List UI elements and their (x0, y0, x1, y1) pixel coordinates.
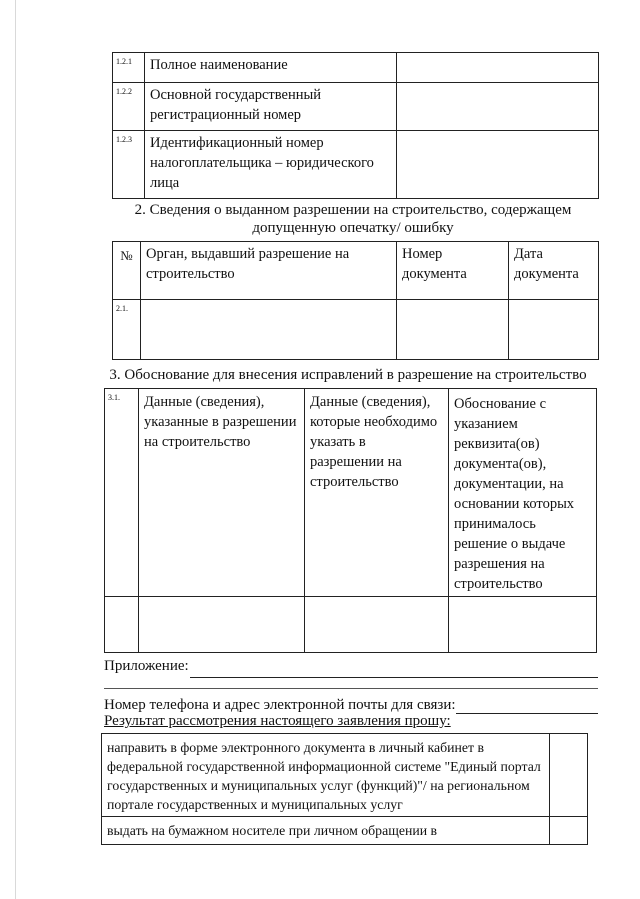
section-3-title: 3. Обоснование для внесения исправлений в разрешение на строительство (109, 367, 587, 383)
reason-value[interactable] (449, 597, 597, 653)
ogrn-value[interactable] (397, 83, 599, 131)
doc-number-header: Номер документа (397, 242, 509, 300)
doc-date-value[interactable] (509, 300, 599, 360)
row-number: 1.2.3 (113, 131, 145, 199)
electronic-option-text: направить в форме электронного документа в личный кабинет в федеральной государственной информационной системе "Единый портал государственных и муниципальных услуг (функций)"/ на региональном портале государственных и муниципальных услуг (102, 734, 550, 817)
correction-table (104, 388, 597, 653)
row-number: 3.1. (105, 389, 139, 597)
permit-table (112, 241, 599, 360)
scan-edge (15, 0, 16, 899)
electronic-option-checkbox[interactable] (550, 734, 588, 817)
reason-header: Обоснование с указанием реквизита(ов) документа(ов), документации, на основании которых принималось решение о выдаче разрешения на строительство (449, 389, 597, 597)
attachment-label: Приложение: (104, 658, 189, 674)
result-label: Результат рассмотрения настоящего заявления прошу: (104, 713, 451, 729)
attachment-underline[interactable] (190, 677, 598, 678)
row-number: 1.2.2 (113, 83, 145, 131)
doc-number-value[interactable] (397, 300, 509, 360)
row-number: 2.1. (113, 300, 141, 360)
paper-option-checkbox[interactable] (550, 817, 588, 845)
organ-header: Орган, выдавший разрешение на строительство (141, 242, 397, 300)
attachment-underline-2 (104, 688, 598, 689)
full-name-value[interactable] (397, 53, 599, 83)
full-name-label: Полное наименование (145, 53, 397, 83)
row-number: 1.2.1 (113, 53, 145, 83)
required-data-value[interactable] (305, 597, 449, 653)
contact-label: Номер телефона и адрес электронной почты для связи: (104, 697, 456, 713)
number-header: № (113, 242, 141, 300)
inn-label: Идентификационный номер налогоплательщика – юридического лица (145, 131, 397, 199)
contact-underline[interactable] (456, 713, 598, 714)
organ-value[interactable] (141, 300, 397, 360)
applicant-table (112, 52, 599, 199)
result-options-table (101, 733, 588, 845)
stated-data-value[interactable] (139, 597, 305, 653)
ogrn-label: Основной государственный регистрационный номер (145, 83, 397, 131)
inn-value[interactable] (397, 131, 599, 199)
stated-data-header: Данные (сведения), указанные в разрешении на строительство (139, 389, 305, 597)
required-data-header: Данные (сведения), которые необходимо указать в разрешении на строительство (305, 389, 449, 597)
paper-option-text: выдать на бумажном носителе при личном обращении в (102, 817, 550, 845)
empty-cell[interactable] (105, 597, 139, 653)
doc-date-header: Дата документа (509, 242, 599, 300)
section-2-title: 2. Сведения о выданном разрешении на строительство, содержащем допущенную опечатку/ ошибку (134, 202, 572, 236)
